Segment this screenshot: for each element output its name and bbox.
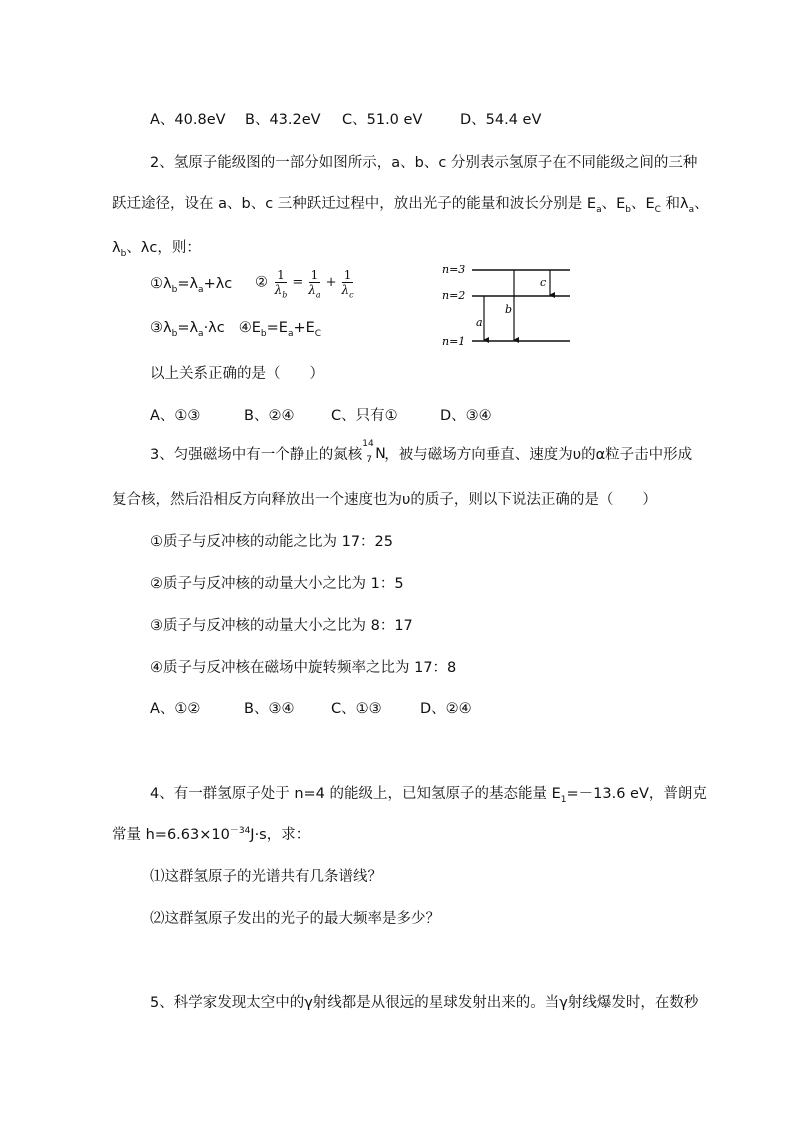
q4-subquestion-1: ⑴这群氢原子的光谱共有几条谱线？	[150, 869, 382, 885]
q2-option-b: B、②④	[244, 408, 295, 424]
q1-option-a: A、40.8eV	[150, 112, 226, 128]
nitrogen-nuclide: 14 7 N	[362, 439, 386, 465]
q4-subquestion-2: ⑵这群氢原子发出的光子的最大频率是多少？	[150, 911, 440, 927]
q4-line-2: 常量 $h=6.63\times 10^{-34}J\cdot s$，求：	[112, 826, 311, 843]
level-label-n1: n=1	[442, 335, 466, 348]
transition-a-label: a	[476, 316, 483, 329]
q1-option-d: D、54.4 eV	[460, 112, 542, 128]
q2-relation-2: ② $\frac{1}{\lambda_b}$ = $\frac{1}{\lambda_a}$ + $\frac{1}{\lambda_c}$	[255, 268, 354, 300]
q2-option-a: A、①③	[150, 408, 201, 424]
q2-line-1: 2、氢原子能级图的一部分如图所示，a、b、c 分别表示氢原子在不同能级之间的三种	[150, 155, 698, 171]
q2-options	[150, 404, 492, 425]
q3-item-3: ③质子与反冲核的动量大小之比为 8：17	[150, 618, 413, 634]
energy-level-diagram	[440, 258, 580, 350]
q2-option-d: D、③④	[440, 408, 492, 424]
q3-options	[150, 697, 472, 718]
q1-option-b: B、43.2eV	[245, 112, 321, 128]
q2-line-2: 跃迁途径，设在 a、b、c 三种跃迁过程中，放出光子的能量和波长分别是 $E_a$、$E_b$、$E_C$ 和$\lambda_a$、	[112, 196, 709, 215]
level-label-n2: n=2	[442, 289, 466, 302]
q3-line-1: 3、匀强磁场中有一个静止的氮核 14 7 N ，被与磁场方向垂直、速度为υ的α粒子击中形成	[150, 439, 693, 465]
q4-line-1: 4、有一群氢原子处于 n=4 的能级上，已知氢原子的基态能量 $E_1=-13.6$ eV，普朗克	[150, 786, 707, 805]
q3-option-d: D、②④	[420, 701, 472, 717]
q3-item-4: ④质子与反冲核在磁场中旋转频率之比为 17：8	[150, 660, 457, 676]
transition-b-label: b	[505, 303, 513, 316]
q3-option-c: C、①③	[331, 701, 382, 717]
q2-relation-1: $①\lambda_b=\lambda_a+\lambda c$	[150, 276, 233, 295]
q2-line-3: $\lambda_b$、λc，则：	[112, 240, 201, 259]
q3-item-1: ①质子与反冲核的动能之比为 17：25	[150, 534, 394, 550]
q3-item-2: ②质子与反冲核的动量大小之比为 1：5	[150, 576, 404, 592]
q3-line-2: 复合核，然后沿相反方向释放出一个速度也为υ的质子，则以下说法正确的是（ ）	[112, 492, 657, 508]
level-label-n3: n=3	[442, 263, 466, 276]
q1-option-c: C、51.0 eV	[342, 112, 423, 128]
q1-options	[150, 108, 541, 129]
q5-line-1: 5、科学家发现太空中的γ射线都是从很远的星球发射出来的。当γ射线爆发时，在数秒	[150, 995, 699, 1011]
transition-c-label: c	[540, 276, 547, 289]
q3-option-b: B、③④	[244, 701, 295, 717]
q2-question: 以上关系正确的是（ ）	[150, 366, 324, 382]
q3-option-a: A、①②	[150, 701, 201, 717]
q2-relation-3-4: $③\lambda_b=\lambda_a\cdot\lambda c$ $④E_b=E_a+E_C$	[150, 320, 322, 339]
q2-option-c: C、只有①	[331, 408, 398, 424]
